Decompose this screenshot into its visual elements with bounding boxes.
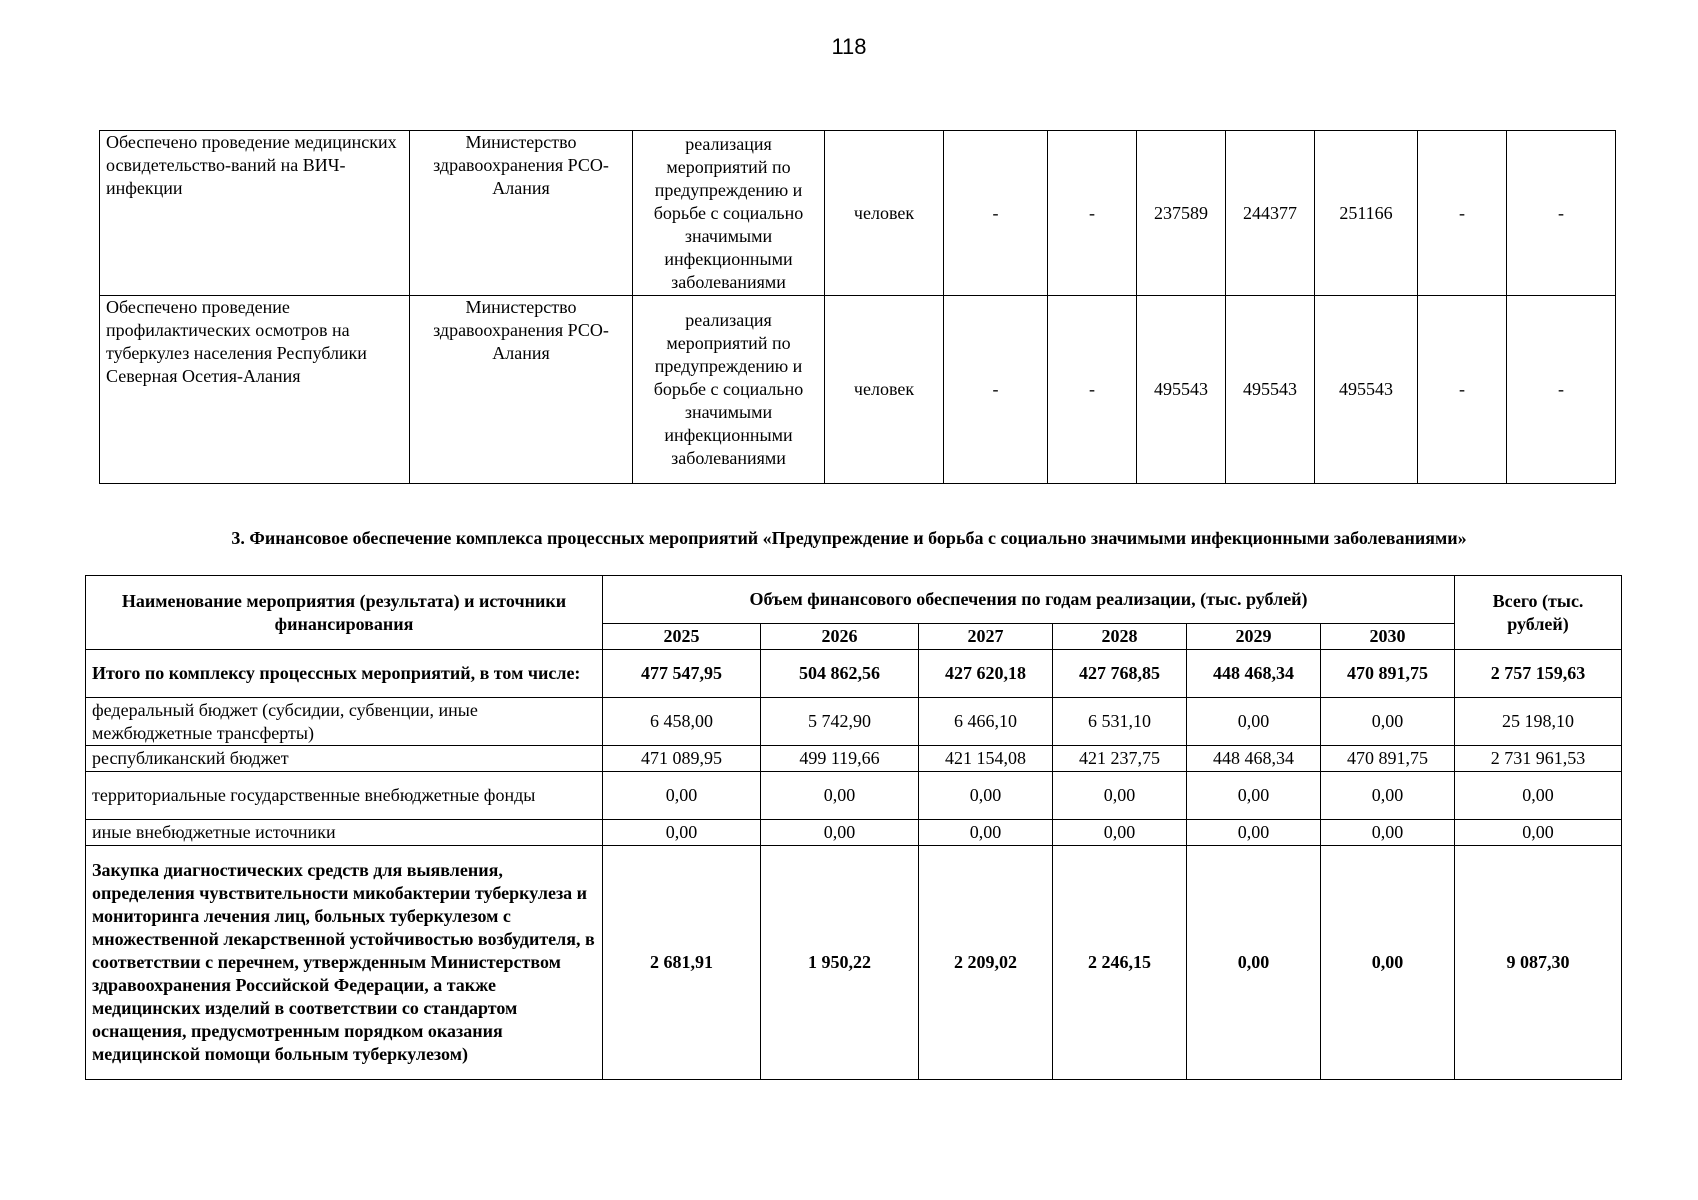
amount-cell: 0,00 (603, 820, 761, 846)
table-row (86, 820, 1622, 846)
amount-cell: 421 237,75 (1053, 746, 1187, 772)
amount-cell: 427 620,18 (919, 650, 1053, 698)
amount-cell: 0,00 (1321, 772, 1455, 820)
amount-cell: 448 468,34 (1187, 746, 1321, 772)
total-cell: 0,00 (1455, 772, 1622, 820)
value-cell: 495543 (1315, 296, 1418, 484)
table-row (86, 846, 1622, 1080)
value-cell: - (1048, 131, 1137, 296)
amount-cell: 0,00 (1053, 772, 1187, 820)
amount-cell: 5 742,90 (761, 698, 919, 746)
table-row (86, 650, 1622, 698)
year-header: 2026 (761, 624, 919, 650)
amount-cell: 0,00 (761, 820, 919, 846)
amount-cell: 499 119,66 (761, 746, 919, 772)
table-row (86, 746, 1622, 772)
amount-cell: 0,00 (761, 772, 919, 820)
table-row (86, 772, 1622, 820)
table-row (100, 296, 1616, 484)
row-label: Закупка диагностических средств для выявления, определения чувствительности микобактерии туберкулеза и мониторинга лечения лиц, больных туберкулезом с множественной лекарственной устойчивостью возбудителя, в соответствии с перечнем, утвержденным Министерством здравоохранения Российской Федерации, а также медицинских изделий в соответствии со стандартом оснащения, предусмотренным порядком оказания медицинской помощи больным туберкулезом) (86, 846, 603, 1080)
row-label: территориальные государственные внебюджетные фонды (86, 772, 603, 820)
amount-cell: 2 246,15 (1053, 846, 1187, 1080)
results-table (99, 130, 1616, 484)
amount-cell: 421 154,08 (919, 746, 1053, 772)
amount-cell: 0,00 (603, 772, 761, 820)
row-label: республиканский бюджет (86, 746, 603, 772)
header-row (86, 576, 1622, 624)
result-name: Обеспечено проведение профилактических осмотров на туберкулез населения Республики Северная Осетия-Алания (100, 296, 410, 484)
amount-cell: 2 681,91 (603, 846, 761, 1080)
value-cell: 495543 (1226, 296, 1315, 484)
amount-cell: 6 531,10 (1053, 698, 1187, 746)
value-cell: - (944, 131, 1048, 296)
value-cell: 251166 (1315, 131, 1418, 296)
activity: реализация мероприятий по предупреждению и борьбе с социально значимыми инфекционными заболеваниями (633, 296, 825, 484)
value-cell: - (1507, 296, 1616, 484)
amount-cell: 0,00 (1321, 698, 1455, 746)
unit: человек (825, 296, 944, 484)
amount-cell: 0,00 (1187, 820, 1321, 846)
amount-cell: 6 466,10 (919, 698, 1053, 746)
result-name: Обеспечено проведение медицинских освидетельство-ваний на ВИЧ-инфекции (100, 131, 410, 296)
amount-cell: 0,00 (1187, 846, 1321, 1080)
total-cell: 25 198,10 (1455, 698, 1622, 746)
total-cell: 0,00 (1455, 820, 1622, 846)
amount-cell: 6 458,00 (603, 698, 761, 746)
amount-cell: 0,00 (919, 820, 1053, 846)
year-header: 2028 (1053, 624, 1187, 650)
value-cell: - (1418, 131, 1507, 296)
row-label: федеральный бюджет (субсидии, субвенции, иные межбюджетные трансферты) (86, 698, 603, 746)
amount-cell: 427 768,85 (1053, 650, 1187, 698)
year-header: 2029 (1187, 624, 1321, 650)
amount-cell: 448 468,34 (1187, 650, 1321, 698)
total-cell: 2 757 159,63 (1455, 650, 1622, 698)
table-row (100, 131, 1616, 296)
table-row (86, 698, 1622, 746)
value-cell: - (944, 296, 1048, 484)
total-column-header: Всего (тыс. рублей) (1455, 576, 1622, 650)
activity: реализация мероприятий по предупреждению и борьбе с социально значимыми инфекционными заболеваниями (633, 131, 825, 296)
year-header: 2025 (603, 624, 761, 650)
row-label: Итого по комплексу процессных мероприятий, в том числе: (86, 650, 603, 698)
amount-cell: 477 547,95 (603, 650, 761, 698)
amount-cell: 0,00 (919, 772, 1053, 820)
unit: человек (825, 131, 944, 296)
executor: Министерство здравоохранения РСО-Алания (410, 131, 633, 296)
amount-cell: 1 950,22 (761, 846, 919, 1080)
amount-cell: 0,00 (1321, 820, 1455, 846)
section-title: 3. Финансовое обеспечение комплекса процессных мероприятий «Предупреждение и борьба с социально значимыми инфекционными заболеваниями» (231, 528, 1467, 548)
amount-cell: 2 209,02 (919, 846, 1053, 1080)
amount-cell: 504 862,56 (761, 650, 919, 698)
row-label: иные внебюджетные источники (86, 820, 603, 846)
amount-cell: 0,00 (1187, 698, 1321, 746)
amount-cell: 470 891,75 (1321, 746, 1455, 772)
year-header: 2030 (1321, 624, 1455, 650)
amount-cell: 0,00 (1053, 820, 1187, 846)
value-cell: - (1507, 131, 1616, 296)
amount-cell: 471 089,95 (603, 746, 761, 772)
volume-column-header: Объем финансового обеспечения по годам реализации, (тыс. рублей) (603, 576, 1455, 624)
amount-cell: 0,00 (1187, 772, 1321, 820)
page-number: 118 (831, 34, 867, 59)
value-cell: 495543 (1137, 296, 1226, 484)
total-cell: 2 731 961,53 (1455, 746, 1622, 772)
value-cell: - (1418, 296, 1507, 484)
value-cell: 237589 (1137, 131, 1226, 296)
total-cell: 9 087,30 (1455, 846, 1622, 1080)
amount-cell: 0,00 (1321, 846, 1455, 1080)
amount-cell: 470 891,75 (1321, 650, 1455, 698)
value-cell: 244377 (1226, 131, 1315, 296)
finance-table (85, 575, 1622, 1080)
name-column-header: Наименование мероприятия (результата) и источники финансирования (86, 576, 603, 650)
executor: Министерство здравоохранения РСО-Алания (410, 296, 633, 484)
value-cell: - (1048, 296, 1137, 484)
year-header: 2027 (919, 624, 1053, 650)
